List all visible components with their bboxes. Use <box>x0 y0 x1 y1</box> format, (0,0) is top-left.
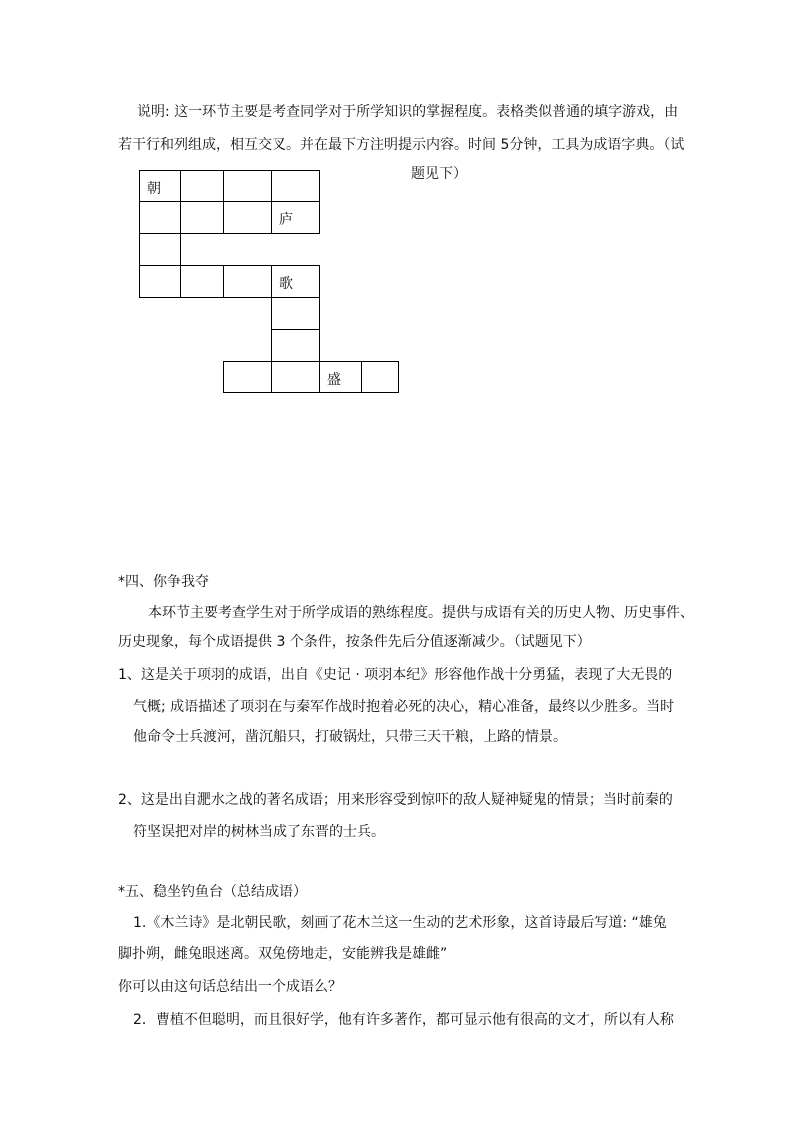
section4-desc-2: 历史现象，每个成语提供 3 个条件，按条件先后分值逐渐减少。（试题见下） <box>118 634 591 650</box>
grid-cell <box>223 170 272 202</box>
grid-cell <box>271 297 320 330</box>
section5-q1-line-3: 你可以由这句话总结出一个成语么？ <box>118 979 342 995</box>
grid-cell <box>271 329 320 362</box>
grid-cell <box>180 265 224 298</box>
grid-cell <box>271 265 320 298</box>
grid-cell <box>180 201 224 234</box>
intro-line-1: 说明: 这一环节主要是考查同学对于所学知识的掌握程度。表格类似普通的填字游戏，由 <box>137 104 679 120</box>
grid-cell <box>223 361 272 393</box>
grid-cell <box>271 170 320 202</box>
grid-cell <box>139 170 181 202</box>
grid-cell <box>180 170 224 202</box>
section5-q1-line-2: 脚扑朔，雌兔眼迷离。双兔傍地走，安能辨我是雄雌” <box>118 946 448 962</box>
grid-cell <box>319 361 362 393</box>
section5-q2-line-1: 2．曹植不但聪明，而且很好学，他有许多著作，都可显示他有很高的文才，所以有人称 <box>133 1012 674 1028</box>
section4-q1-line-2: 气概; 成语描述了项羽在与秦军作战时抱着必死的决心，精心准备，最终以少胜多。当时 <box>133 699 675 715</box>
grid-cell <box>361 361 399 393</box>
grid-char-sheng: 盛 <box>327 372 341 388</box>
grid-cell <box>139 265 181 298</box>
section5-heading: *五、稳坐钓鱼台（总结成语） <box>118 884 307 900</box>
intro-line-2: 若干行和列组成，相互交叉。并在最下方注明提示内容。时间 5分钟，工具为成语字典。（试 <box>118 137 685 153</box>
grid-cell <box>271 361 320 393</box>
grid-cell <box>139 233 181 266</box>
grid-cell <box>139 201 181 234</box>
section4-q1-line-3: 他命令士兵渡河，凿沉船只，打破锅灶，只带三天干粮，上路的情景。 <box>133 729 567 745</box>
section5-q1-line-1: 1.《木兰诗》是北朝民歌，刻画了花木兰这一生动的艺术形象，这首诗最后写道: “雄兔 <box>133 915 667 931</box>
grid-cell <box>223 201 272 234</box>
section4-heading: *四、你争我夺 <box>118 574 209 590</box>
section4-desc-1: 本环节主要考查学生对于所学成语的熟练程度。提供与成语有关的历史人物、历史事件、 <box>148 605 694 621</box>
intro-line-3: 题见下） <box>411 166 467 182</box>
section4-q2-line-1: 2、这是出自淝水之战的著名成语；用来形容受到惊吓的敌人疑神疑鬼的情景；当时前秦的 <box>118 792 673 808</box>
grid-char-lu: 庐 <box>279 212 293 228</box>
grid-cell <box>271 201 320 234</box>
section4-q2-line-2: 符坚误把对岸的树林当成了东晋的士兵。 <box>133 824 385 840</box>
grid-char-ge: 歌 <box>279 276 293 292</box>
section4-q1-line-1: 1、这是关于项羽的成语，出自《史记 · 项羽本纪》形容他作战十分勇猛，表现了大无畏的 <box>118 667 673 683</box>
grid-char-zhao: 朝 <box>147 181 161 197</box>
grid-cell <box>223 265 272 298</box>
